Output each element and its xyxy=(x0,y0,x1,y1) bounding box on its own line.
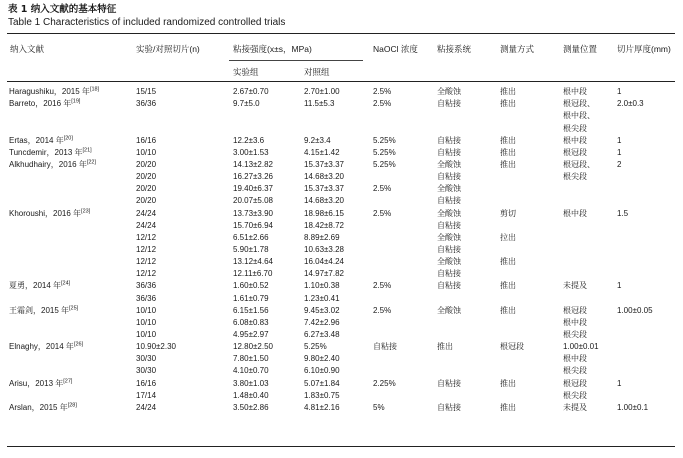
top-rule xyxy=(7,33,675,34)
location-cell: 根尖段 xyxy=(563,390,587,400)
bond-system-cell: 推出 xyxy=(437,342,453,352)
study-cell: Arslan，2015 年[28] xyxy=(9,402,77,412)
location-cell: 未提及 xyxy=(563,281,587,291)
ctrl-group-cell: 4.81±2.16 xyxy=(304,402,340,412)
ctrl-group-cell: 8.89±2.69 xyxy=(304,232,340,242)
ctrl-group-cell: 2.70±1.00 xyxy=(304,87,340,96)
location-cell: 根冠段、 xyxy=(563,159,595,169)
method-cell: 推出 xyxy=(500,159,516,169)
ctrl-group-cell: 18.98±6.15 xyxy=(304,208,344,218)
bond-system-cell: 自粘接 xyxy=(437,196,461,206)
naocl-cell: 2.25% xyxy=(373,378,396,388)
location-cell: 根冠段、 xyxy=(563,99,595,109)
header-thickness: 切片厚度(mm) xyxy=(617,44,671,54)
exp-group-cell: 12.2±3.6 xyxy=(233,135,265,145)
bottom-rule xyxy=(7,446,675,447)
ctrl-group-cell: 18.42±8.72 xyxy=(304,220,344,230)
thickness-cell: 1.00±0.1 xyxy=(617,402,649,412)
ctrl-group-cell: 14.68±3.20 xyxy=(304,196,344,206)
ctrl-group-cell: 1.10±0.38 xyxy=(304,281,340,291)
reference-number: [23] xyxy=(81,207,91,214)
ctrl-group-cell: 14.68±3.20 xyxy=(304,172,344,182)
samples-cell: 10/10 xyxy=(136,305,157,315)
bond-system-cell: 自粘接 xyxy=(437,147,461,157)
naocl-cell: 2.5% xyxy=(373,208,392,218)
exp-group-cell: 13.12±4.64 xyxy=(233,257,273,267)
exp-group-cell: 3.80±1.03 xyxy=(233,378,269,388)
reference-number: [27] xyxy=(63,377,73,384)
study-cell: Haragushiku，2015 年[18] xyxy=(9,86,100,96)
study-cell: Elnaghy，2014 年[26] xyxy=(9,341,84,352)
samples-cell: 10/10 xyxy=(136,330,157,339)
reference-number: [21] xyxy=(82,147,92,154)
ctrl-group-cell: 16.04±4.24 xyxy=(304,257,344,267)
exp-group-cell: 12.11±6.70 xyxy=(233,269,273,279)
method-cell: 推出 xyxy=(500,257,516,267)
naocl-cell: 2.5% xyxy=(373,305,392,315)
thickness-cell: 1 xyxy=(617,281,622,291)
samples-cell: 36/36 xyxy=(136,293,157,303)
samples-cell: 24/24 xyxy=(136,220,157,230)
ctrl-group-cell: 14.97±7.82 xyxy=(304,269,344,279)
exp-group-cell: 15.70±6.94 xyxy=(233,220,273,230)
bond-system-cell: 自粘接 xyxy=(437,281,461,291)
method-cell: 推出 xyxy=(500,87,516,96)
ctrl-group-cell: 5.07±1.84 xyxy=(304,378,340,388)
header-rule xyxy=(7,81,675,82)
ctrl-group-cell: 11.5±5.3 xyxy=(304,99,335,109)
exp-group-cell: 1.61±0.79 xyxy=(233,293,269,303)
header-study: 纳入文献 xyxy=(10,44,45,54)
samples-cell: 16/16 xyxy=(136,378,157,388)
samples-cell: 30/30 xyxy=(136,366,157,376)
exp-group-cell: 3.50±2.86 xyxy=(233,402,269,412)
ctrl-group-cell: 15.37±3.37 xyxy=(304,184,344,194)
method-cell: 推出 xyxy=(500,281,516,291)
bond-system-cell: 全酸蚀 xyxy=(437,257,461,267)
exp-group-cell: 2.67±0.70 xyxy=(233,87,269,96)
samples-cell: 16/16 xyxy=(136,135,157,145)
location-cell: 根冠段 xyxy=(563,147,587,157)
header-samples: 实验/对照切片(n) xyxy=(136,44,200,54)
samples-cell: 20/20 xyxy=(136,196,157,206)
exp-group-cell: 19.40±6.37 xyxy=(233,184,273,194)
naocl-cell: 5.25% xyxy=(373,135,396,145)
study-cell: Arisu，2013 年[27] xyxy=(9,377,73,388)
samples-cell: 10.90±2.30 xyxy=(136,342,176,352)
header-naocl: NaOCl 浓度 xyxy=(373,44,418,54)
method-cell: 推出 xyxy=(500,147,516,157)
bond-system-cell: 自粘接 xyxy=(437,99,461,109)
exp-group-cell: 3.00±1.53 xyxy=(233,147,269,157)
reference-number: [18] xyxy=(89,86,100,93)
location-cell: 1.00±0.01 xyxy=(563,342,599,352)
bond-system-cell: 全酸蚀 xyxy=(437,184,461,194)
ctrl-group-cell: 4.15±1.42 xyxy=(304,147,340,157)
bond-system-cell: 全酸蚀 xyxy=(437,305,461,315)
thickness-cell: 1 xyxy=(617,87,622,96)
table-title-en: Table 1 Characteristics of included randomized controlled trials xyxy=(8,17,286,28)
location-cell: 根中段 xyxy=(563,87,587,96)
exp-group-cell: 5.90±1.78 xyxy=(233,245,269,254)
reference-number: [24] xyxy=(61,280,71,287)
thickness-cell: 1.5 xyxy=(617,208,629,218)
header-method: 测量方式 xyxy=(500,44,535,54)
exp-group-cell: 1.60±0.52 xyxy=(233,281,269,291)
location-cell: 根中段 xyxy=(563,317,587,327)
samples-cell: 12/12 xyxy=(136,269,157,279)
study-cell: Alkhudhairy，2016 年[22] xyxy=(9,159,97,169)
bond-system-cell: 自粘接 xyxy=(437,245,461,254)
samples-cell: 12/12 xyxy=(136,232,157,242)
exp-group-cell: 6.08±0.83 xyxy=(233,317,269,327)
reference-number: [22] xyxy=(86,159,97,166)
samples-cell: 15/15 xyxy=(136,87,157,96)
method-cell: 拉出 xyxy=(500,232,516,242)
samples-cell: 20/20 xyxy=(136,172,157,182)
location-cell: 根尖段 xyxy=(563,123,587,133)
location-cell: 根中段 xyxy=(563,354,587,364)
exp-group-cell: 13.73±3.90 xyxy=(233,208,273,218)
samples-cell: 24/24 xyxy=(136,402,157,412)
header-system: 粘接系统 xyxy=(437,44,472,54)
naocl-cell: 2.5% xyxy=(373,99,392,109)
thickness-cell: 1.00±0.05 xyxy=(617,305,653,315)
location-cell: 根冠段 xyxy=(563,378,587,388)
header-exp-group: 实验组 xyxy=(233,67,259,77)
location-cell: 根中段、 xyxy=(563,111,595,121)
method-cell: 推出 xyxy=(500,135,516,145)
thickness-cell: 1 xyxy=(617,135,622,145)
bond-system-cell: 全酸蚀 xyxy=(437,159,461,169)
bond-system-cell: 自粘接 xyxy=(437,220,461,230)
bond-system-cell: 全酸蚀 xyxy=(437,232,461,242)
samples-cell: 36/36 xyxy=(136,281,157,291)
thickness-cell: 2 xyxy=(617,159,622,169)
study-cell: Barreto，2016 年[19] xyxy=(9,98,81,109)
ctrl-group-cell: 1.23±0.41 xyxy=(304,293,340,303)
ctrl-group-cell: 5.25% xyxy=(304,342,327,352)
exp-group-cell: 6.51±2.66 xyxy=(233,232,269,242)
naocl-cell: 2.5% xyxy=(373,281,392,291)
method-cell: 推出 xyxy=(500,305,516,315)
location-cell: 根尖段 xyxy=(563,172,587,182)
naocl-cell: 2.5% xyxy=(373,184,392,194)
method-cell: 推出 xyxy=(500,378,516,388)
study-cell: Ertas，2014 年[20] xyxy=(9,134,73,145)
naocl-cell: 5.25% xyxy=(373,159,396,169)
reference-number: [28] xyxy=(67,402,77,409)
bond-system-cell: 自粘接 xyxy=(437,135,461,145)
ctrl-group-cell: 9.45±3.02 xyxy=(304,305,340,315)
exp-group-cell: 20.07±5.08 xyxy=(233,196,273,206)
table-title-cn: 表 1 纳入文献的基本特征 xyxy=(8,4,117,15)
strength-subheader-rule xyxy=(229,60,363,61)
samples-cell: 24/24 xyxy=(136,208,157,218)
samples-cell: 20/20 xyxy=(136,184,157,194)
samples-cell: 20/20 xyxy=(136,159,157,169)
exp-group-cell: 16.27±3.26 xyxy=(233,172,273,182)
study-cell: Khoroushi，2016 年[23] xyxy=(9,207,91,218)
ctrl-group-cell: 15.37±3.37 xyxy=(304,159,344,169)
ctrl-group-cell: 1.83±0.75 xyxy=(304,390,340,400)
bond-system-cell: 自粘接 xyxy=(437,172,461,182)
study-cell: 夏勇，2014 年[24] xyxy=(9,280,71,291)
samples-cell: 30/30 xyxy=(136,354,157,364)
naocl-cell: 2.5% xyxy=(373,87,392,96)
samples-cell: 36/36 xyxy=(136,99,157,109)
ctrl-group-cell: 7.42±2.96 xyxy=(304,317,340,327)
exp-group-cell: 9.7±5.0 xyxy=(233,99,260,109)
reference-number: [26] xyxy=(73,341,84,348)
ctrl-group-cell: 10.63±3.28 xyxy=(304,245,344,254)
method-cell: 推出 xyxy=(500,402,516,412)
method-cell: 剪切 xyxy=(500,208,516,218)
exp-group-cell: 12.80±2.50 xyxy=(233,342,273,352)
reference-number: [19] xyxy=(71,98,81,105)
header-location: 测量位置 xyxy=(563,44,598,54)
ctrl-group-cell: 6.27±3.48 xyxy=(304,330,340,339)
samples-cell: 12/12 xyxy=(136,257,157,267)
ctrl-group-cell: 9.80±2.40 xyxy=(304,354,340,364)
exp-group-cell: 1.48±0.40 xyxy=(233,390,269,400)
method-cell: 根冠段 xyxy=(500,342,524,352)
reference-number: [20] xyxy=(63,134,73,141)
bond-system-cell: 全酸蚀 xyxy=(437,87,461,96)
method-cell: 推出 xyxy=(500,99,516,109)
study-cell: Tuncdemir，2013 年[21] xyxy=(9,147,92,157)
exp-group-cell: 4.10±0.70 xyxy=(233,366,269,376)
reference-number: [25] xyxy=(69,305,79,312)
samples-cell: 17/14 xyxy=(136,390,157,400)
bond-system-cell: 全酸蚀 xyxy=(437,208,461,218)
exp-group-cell: 6.15±1.56 xyxy=(233,305,269,315)
samples-cell: 12/12 xyxy=(136,245,157,254)
header-strength: 粘接强度(x±s，MPa) xyxy=(233,44,312,54)
naocl-cell: 5.25% xyxy=(373,147,396,157)
location-cell: 根尖段 xyxy=(563,330,587,339)
study-cell: 王霜剑，2015 年[25] xyxy=(9,305,79,315)
samples-cell: 10/10 xyxy=(136,317,157,327)
samples-cell: 10/10 xyxy=(136,147,157,157)
bond-system-cell: 自粘接 xyxy=(437,402,461,412)
thickness-cell: 2.0±0.3 xyxy=(617,99,644,109)
ctrl-group-cell: 9.2±3.4 xyxy=(304,135,331,145)
ctrl-group-cell: 6.10±0.90 xyxy=(304,366,340,376)
location-cell: 根中段 xyxy=(563,135,587,145)
thickness-cell: 1 xyxy=(617,378,622,388)
exp-group-cell: 14.13±2.82 xyxy=(233,159,273,169)
location-cell: 根中段 xyxy=(563,208,587,218)
exp-group-cell: 7.80±1.50 xyxy=(233,354,269,364)
thickness-cell: 1 xyxy=(617,147,622,157)
location-cell: 根尖段 xyxy=(563,366,587,376)
naocl-cell: 自粘接 xyxy=(373,342,397,352)
naocl-cell: 5% xyxy=(373,402,385,412)
exp-group-cell: 4.95±2.97 xyxy=(233,330,269,339)
location-cell: 未提及 xyxy=(563,402,587,412)
location-cell: 根冠段 xyxy=(563,305,587,315)
bond-system-cell: 自粘接 xyxy=(437,269,461,279)
header-ctrl-group: 对照组 xyxy=(304,67,330,77)
bond-system-cell: 自粘接 xyxy=(437,378,461,388)
